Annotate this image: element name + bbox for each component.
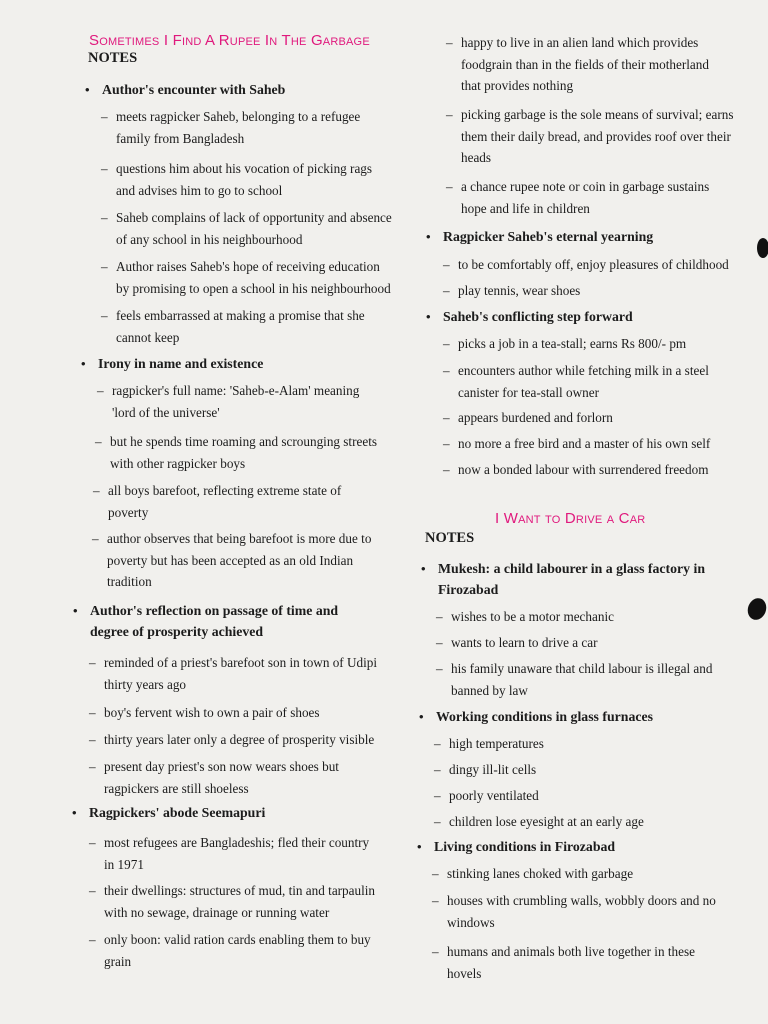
list-item: – present day priest's son now wears shoes but ragpickers are still shoeless (89, 759, 339, 796)
list-item: – encounters author while fetching milk in a steel canister for tea-stall owner (443, 363, 709, 400)
list-item: – to be comfortably off, enjoy pleasures of childhood (443, 257, 729, 272)
list-item: – stinking lanes choked with garbage (432, 866, 634, 881)
list-item: – happy to live in an alien land which provides foodgrain than in the fields of their motherland that provides nothing (446, 35, 709, 93)
section-heading: • Saheb's conflicting step forward (426, 309, 633, 324)
list-item: – only boon: valid ration cards enabling them to buy grain (89, 932, 371, 969)
list-item: – but he spends time roaming and scrounging streets with other ragpicker boys (95, 434, 377, 471)
list-item: – humans and animals both live together in these hovels (432, 944, 695, 981)
list-item: – no more a free bird and a master of his own self (443, 436, 711, 451)
list-item: – meets ragpicker Saheb, belonging to a refugee family from Bangladesh (101, 109, 361, 146)
list-item: – dingy ill-lit cells (434, 762, 537, 777)
list-item: – reminded of a priest's barefoot son in town of Udipi thirty years ago (89, 655, 378, 692)
list-item: – their dwellings: structures of mud, tin and tarpaulin with no sewage, drainage or running water (89, 883, 376, 920)
list-item: – appears burdened and forlorn (443, 410, 613, 425)
list-item: – picks a job in a tea-stall; earns Rs 800/- pm (443, 336, 687, 351)
list-item: – Author raises Saheb's hope of receiving education by promising to open a school in his neighbourhood (101, 259, 391, 296)
section-heading: • Mukesh: a child labourer in a glass factory in Firozabad (421, 561, 706, 597)
section-heading: • Irony in name and existence (81, 356, 264, 371)
section-heading: • Living conditions in Firozabad (417, 839, 616, 854)
list-item: – Saheb complains of lack of opportunity and absence of any school in his neighbourhood (101, 210, 392, 247)
list-item: – poorly ventilated (434, 788, 539, 803)
list-item: – play tennis, wear shoes (443, 283, 581, 298)
list-item: – now a bonded labour with surrendered freedom (443, 462, 709, 477)
list-item: – wants to learn to drive a car (436, 635, 598, 650)
list-item: – most refugees are Bangladeshis; fled their country in 1971 (89, 835, 370, 872)
list-item: – children lose eyesight at an early age (434, 814, 644, 829)
binder-hole-mark (745, 596, 768, 623)
chapter-title: Sometimes I Find A Rupee In The Garbage (89, 32, 370, 49)
list-item: – feels embarrassed at making a promise that she cannot keep (101, 308, 365, 345)
list-item: – a chance rupee note or coin in garbage sustains hope and life in children (446, 179, 710, 216)
section-heading: • Working conditions in glass furnaces (419, 709, 653, 724)
list-item: – questions him about his vocation of picking rags and advises him to go to school (101, 161, 373, 198)
section-heading: • Author's reflection on passage of time and degree of prosperity achieved (73, 603, 339, 639)
chapter-title: I Want to Drive a Car (495, 510, 646, 527)
list-item: – picking garbage is the sole means of survival; earns them their daily bread, and provides roof over their heads (446, 107, 734, 165)
section-heading: • Ragpicker Saheb's eternal yearning (426, 229, 654, 244)
list-item: – author observes that being barefoot is more due to poverty but has been accepted as an old Indian tradition (92, 531, 372, 589)
binder-hole-mark (757, 238, 768, 258)
list-item: – wishes to be a motor mechanic (436, 609, 614, 624)
list-item: – ragpicker's full name: 'Saheb-e-Alam' meaning 'lord of the universe' (97, 383, 360, 420)
notes-label: NOTES (88, 50, 138, 66)
notes-label: NOTES (425, 530, 475, 546)
section-heading: • Author's encounter with Saheb (102, 79, 285, 100)
list-item: – boy's fervent wish to own a pair of shoes (89, 705, 320, 720)
list-item: – all boys barefoot, reflecting extreme state of poverty (93, 483, 342, 520)
list-item: – his family unaware that child labour is illegal and banned by law (436, 661, 713, 698)
list-item: – thirty years later only a degree of prosperity visible (89, 732, 375, 747)
bullet-glyph: • (85, 82, 90, 97)
list-item: – high temperatures (434, 736, 544, 751)
list-item: – houses with crumbling walls, wobbly doors and no windows (432, 893, 716, 930)
section-heading: • Ragpickers' abode Seemapuri (72, 805, 266, 820)
